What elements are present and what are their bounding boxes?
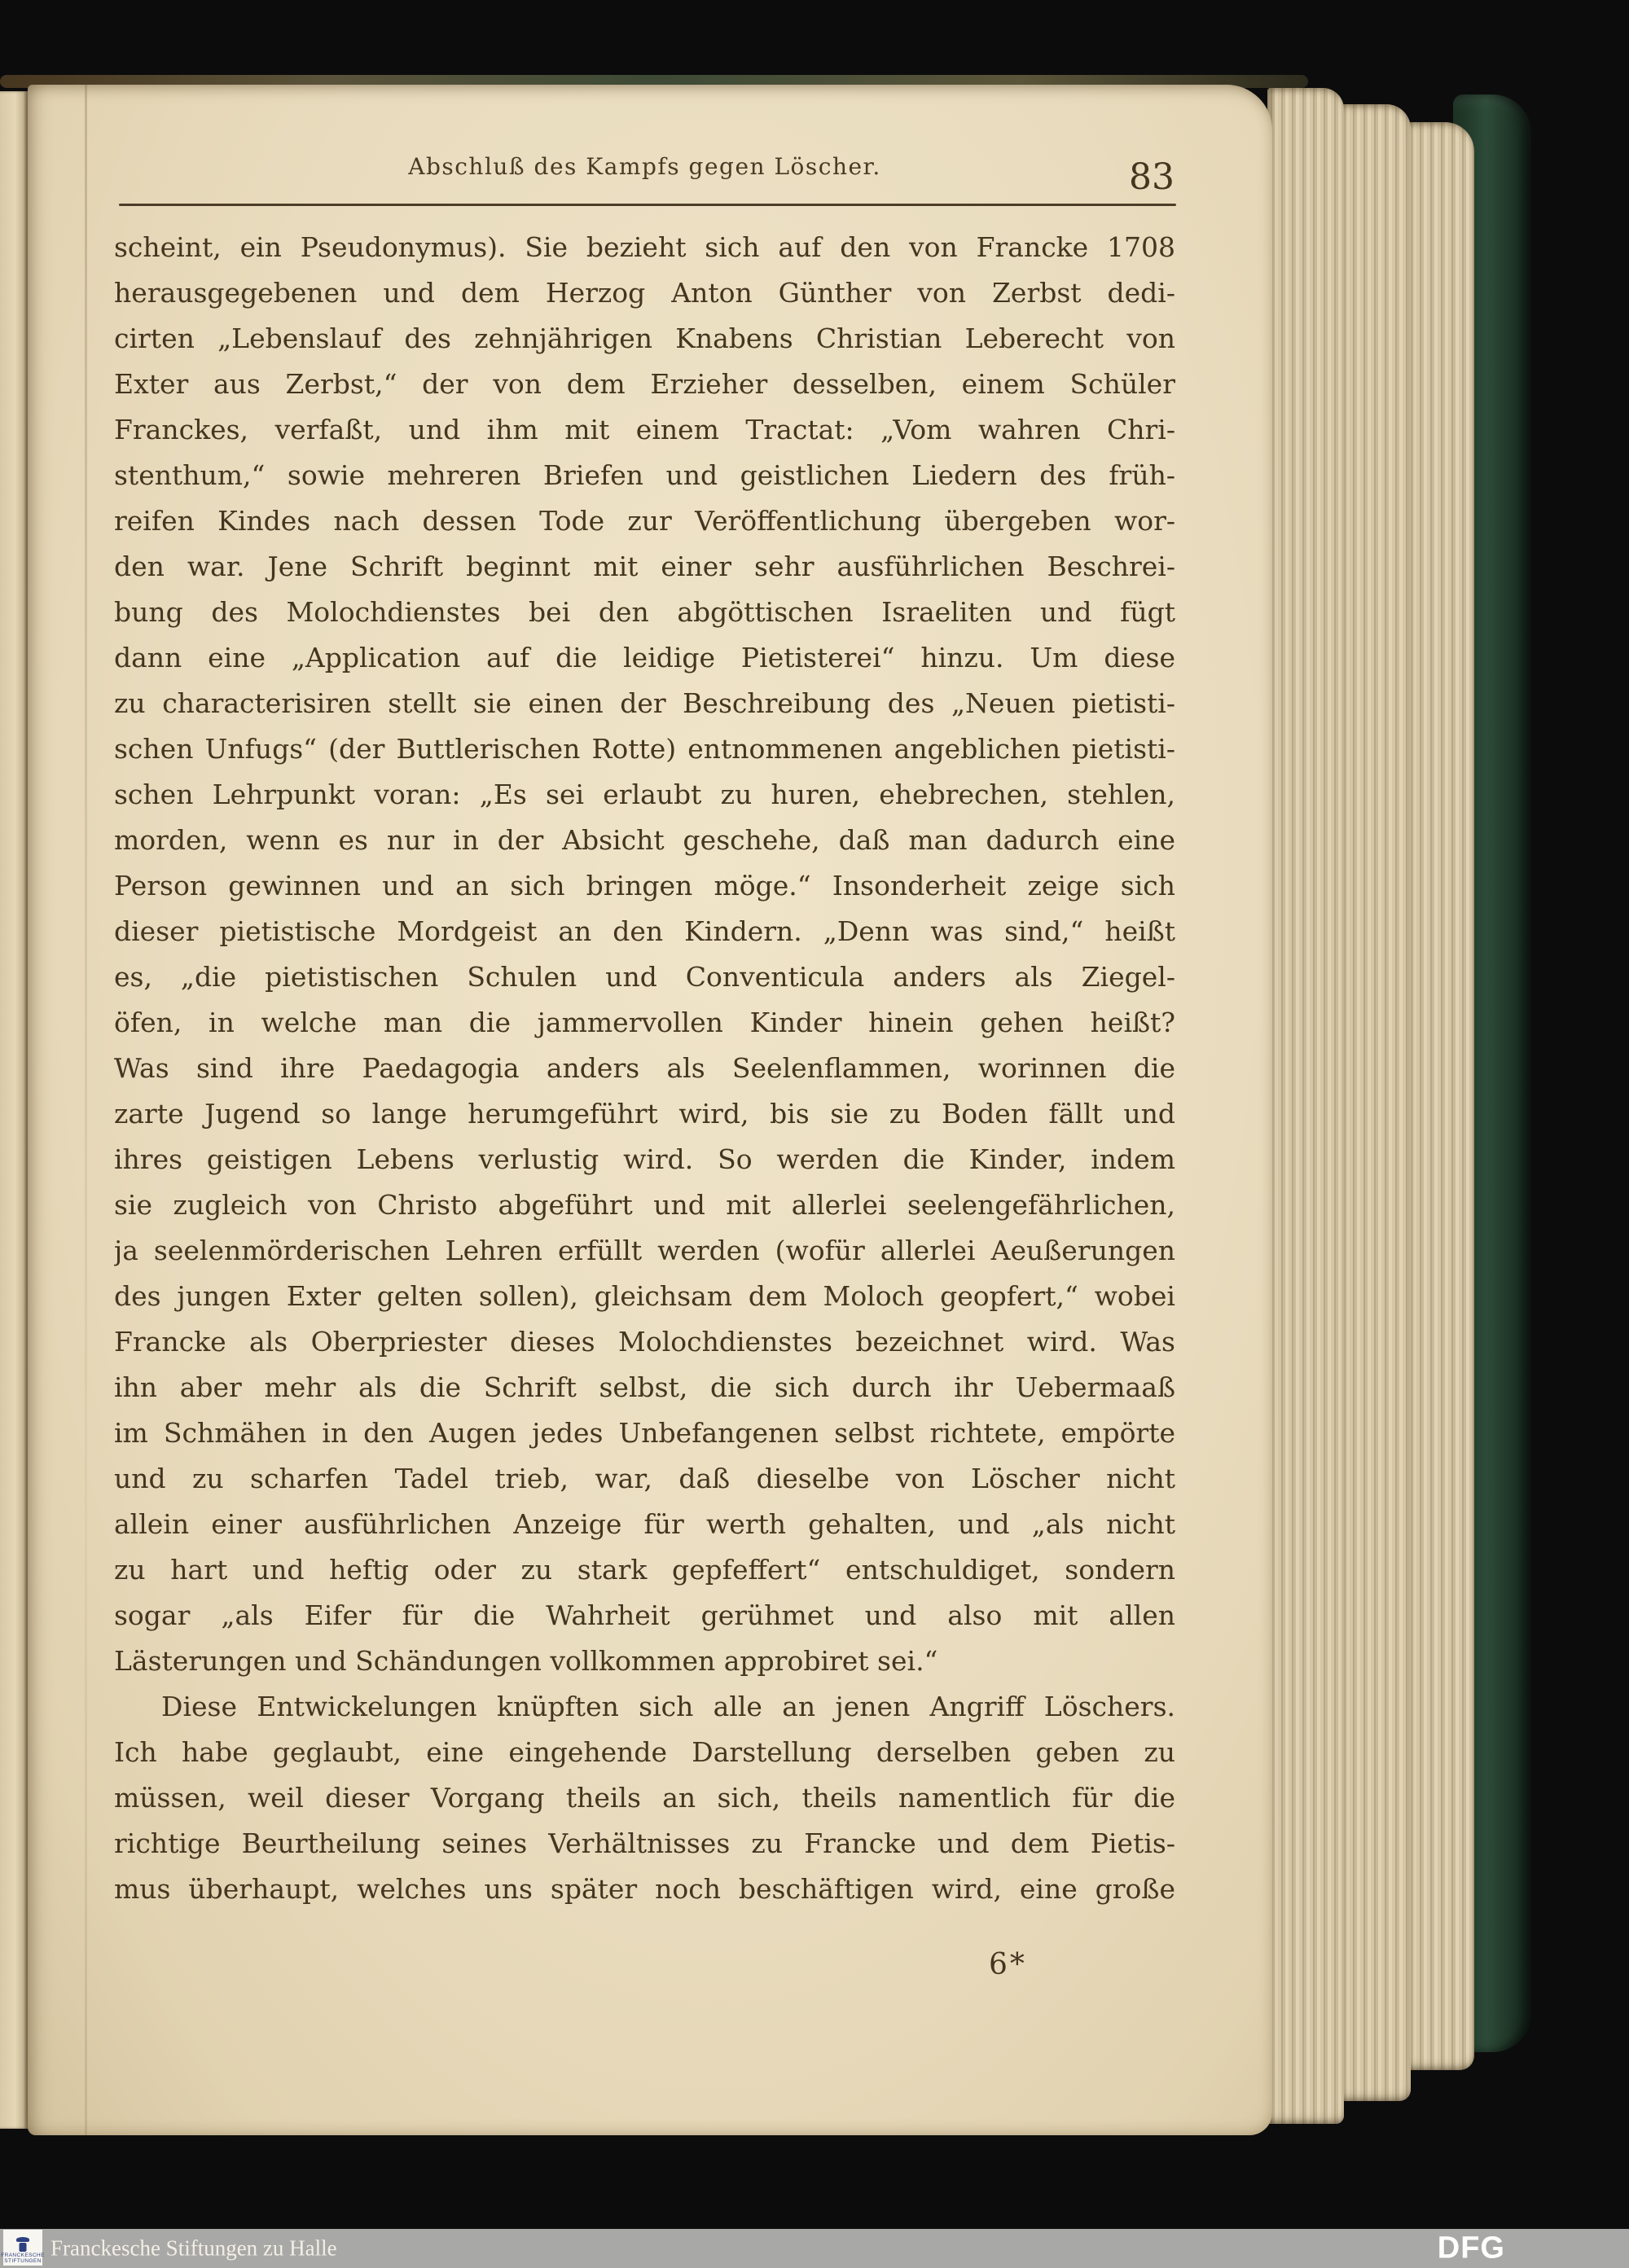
running-header: Abschluß des Kampfs gegen Löscher. — [408, 153, 881, 180]
text-line: bung des Molochdienstes bei den abgöttischen Israeliten und fügt — [114, 596, 1175, 628]
text-line: Diese Entwickelungen knüpften sich alle an jenen Angriff Löschers. — [161, 1691, 1175, 1722]
text-line: es, „die pietistischen Schulen und Conventicula anders als Ziegel- — [114, 961, 1175, 993]
logo-caption-line2: STIFTUNGEN — [4, 2258, 42, 2264]
text-line: schen Lehrpunkt voran: „Es sei erlaubt zu huren, ehebrechen, stehlen, — [114, 779, 1175, 810]
text-line: cirten „Lebenslauf des zehnjährigen Knabens Christian Leberecht von — [114, 322, 1175, 354]
signature-mark: 6* — [989, 1948, 1027, 1981]
text-line: sie zugleich von Christo abgeführt und mit allerlei seelengefährlichen, — [114, 1189, 1175, 1221]
text-line: sogar „als Eifer für die Wahrheit gerühmet und also mit allen — [114, 1599, 1175, 1631]
text-line: Person gewinnen und an sich bringen möge.“ Insonderheit zeige sich — [114, 870, 1175, 901]
footer-bar — [0, 2229, 1629, 2268]
text-line: Franckes, verfaßt, und ihm mit einem Tractat: „Vom wahren Chri- — [114, 414, 1175, 445]
text-line: stenthum,“ sowie mehreren Briefen und geistlichen Liedern des früh- — [114, 459, 1175, 491]
text-line: Ich habe geglaubt, eine eingehende Darstellung derselben geben zu — [114, 1736, 1175, 1768]
text-line: scheint, ein Pseudonymus). Sie bezieht sich auf den von Francke 1708 — [114, 231, 1175, 263]
text-line: im Schmähen in den Augen jedes Unbefangenen selbst richtete, empörte — [114, 1417, 1175, 1449]
text-line: ihres geistigen Lebens verlustig wird. So werden die Kinder, indem — [114, 1143, 1175, 1175]
institution-label: Franckesche Stiftungen zu Halle — [50, 2235, 337, 2261]
text-line: und zu scharfen Tadel trieb, war, daß dieselbe von Löscher nicht — [114, 1463, 1175, 1494]
text-line: herausgegebenen und dem Herzog Anton Günther von Zerbst dedi- — [114, 277, 1175, 309]
text-line: zarte Jugend so lange herumgeführt wird, bis sie zu Boden fällt und — [114, 1098, 1175, 1130]
page-edges-cluster-2 — [1339, 104, 1411, 2101]
text-line: dann eine „Application auf die leidige Pietisterei“ hinzu. Um diese — [114, 642, 1175, 673]
text-line: den war. Jene Schrift beginnt mit einer sehr ausführlichen Beschrei- — [114, 551, 1175, 582]
stiftungen-emblem-icon — [15, 2237, 30, 2252]
text-line: schen Unfugs“ (der Buttlerischen Rotte) entnommenen angeblichen pietisti- — [114, 733, 1175, 765]
book-page — [28, 85, 1272, 2135]
text-line: Francke als Oberpriester dieses Molochdienstes bezeichnet wird. Was — [114, 1326, 1175, 1358]
text-line: ja seelenmörderischen Lehren erfüllt werden (wofür allerlei Aeußerungen — [114, 1235, 1175, 1266]
text-line: Exter aus Zerbst,“ der von dem Erzieher desselben, einem Schüler — [114, 368, 1175, 400]
text-line: ihn aber mehr als die Schrift selbst, die sich durch ihr Uebermaaß — [114, 1371, 1175, 1403]
text-line: richtige Beurtheilung seines Verhältnisses zu Francke und dem Pietis- — [114, 1827, 1175, 1859]
text-line: morden, wenn es nur in der Absicht geschehe, daß man dadurch eine — [114, 824, 1175, 856]
page-edges-cluster-3 — [1406, 122, 1474, 2070]
text-line: mus überhaupt, welches uns später noch beschäftigen wird, eine große — [114, 1873, 1175, 1905]
text-line: zu hart und heftig oder zu stark gepfeffert“ entschuldiget, sondern — [114, 1554, 1175, 1586]
text-line: öfen, in welche man die jammervollen Kinder hinein gehen heißt? — [114, 1007, 1175, 1038]
text-line: reifen Kindes nach dessen Tode zur Veröffentlichung übergeben wor- — [114, 505, 1175, 537]
text-line: allein einer ausführlichen Anzeige für werth gehalten, und „als nicht — [114, 1508, 1175, 1540]
page-number: 83 — [1129, 156, 1175, 198]
text-line: müssen, weil dieser Vorgang theils an sich, theils namentlich für die — [114, 1782, 1175, 1814]
text-line: dieser pietistische Mordgeist an den Kindern. „Denn was sind,“ heißt — [114, 915, 1175, 947]
franckesche-stiftungen-logo — [1, 2230, 45, 2266]
dfg-logo: DFG — [1437, 2231, 1505, 2266]
text-line: zu characterisiren stellt sie einen der Beschreibung des „Neuen pietisti- — [114, 687, 1175, 719]
text-line: des jungen Exter gelten sollen), gleichsam dem Moloch geopfert,“ wobei — [114, 1280, 1175, 1312]
page-edges-cluster-1 — [1267, 88, 1344, 2124]
left-page-edge — [0, 91, 28, 2129]
text-line: Lästerungen und Schändungen vollkommen approbiret sei.“ — [114, 1645, 938, 1677]
text-line: Was sind ihre Paedagogia anders als Seelenflammen, worinnen die — [114, 1052, 1175, 1084]
body-text — [114, 225, 1175, 1912]
logo-caption-line1: FRANCKESCHE — [1, 2253, 45, 2258]
header-rule — [119, 204, 1176, 206]
